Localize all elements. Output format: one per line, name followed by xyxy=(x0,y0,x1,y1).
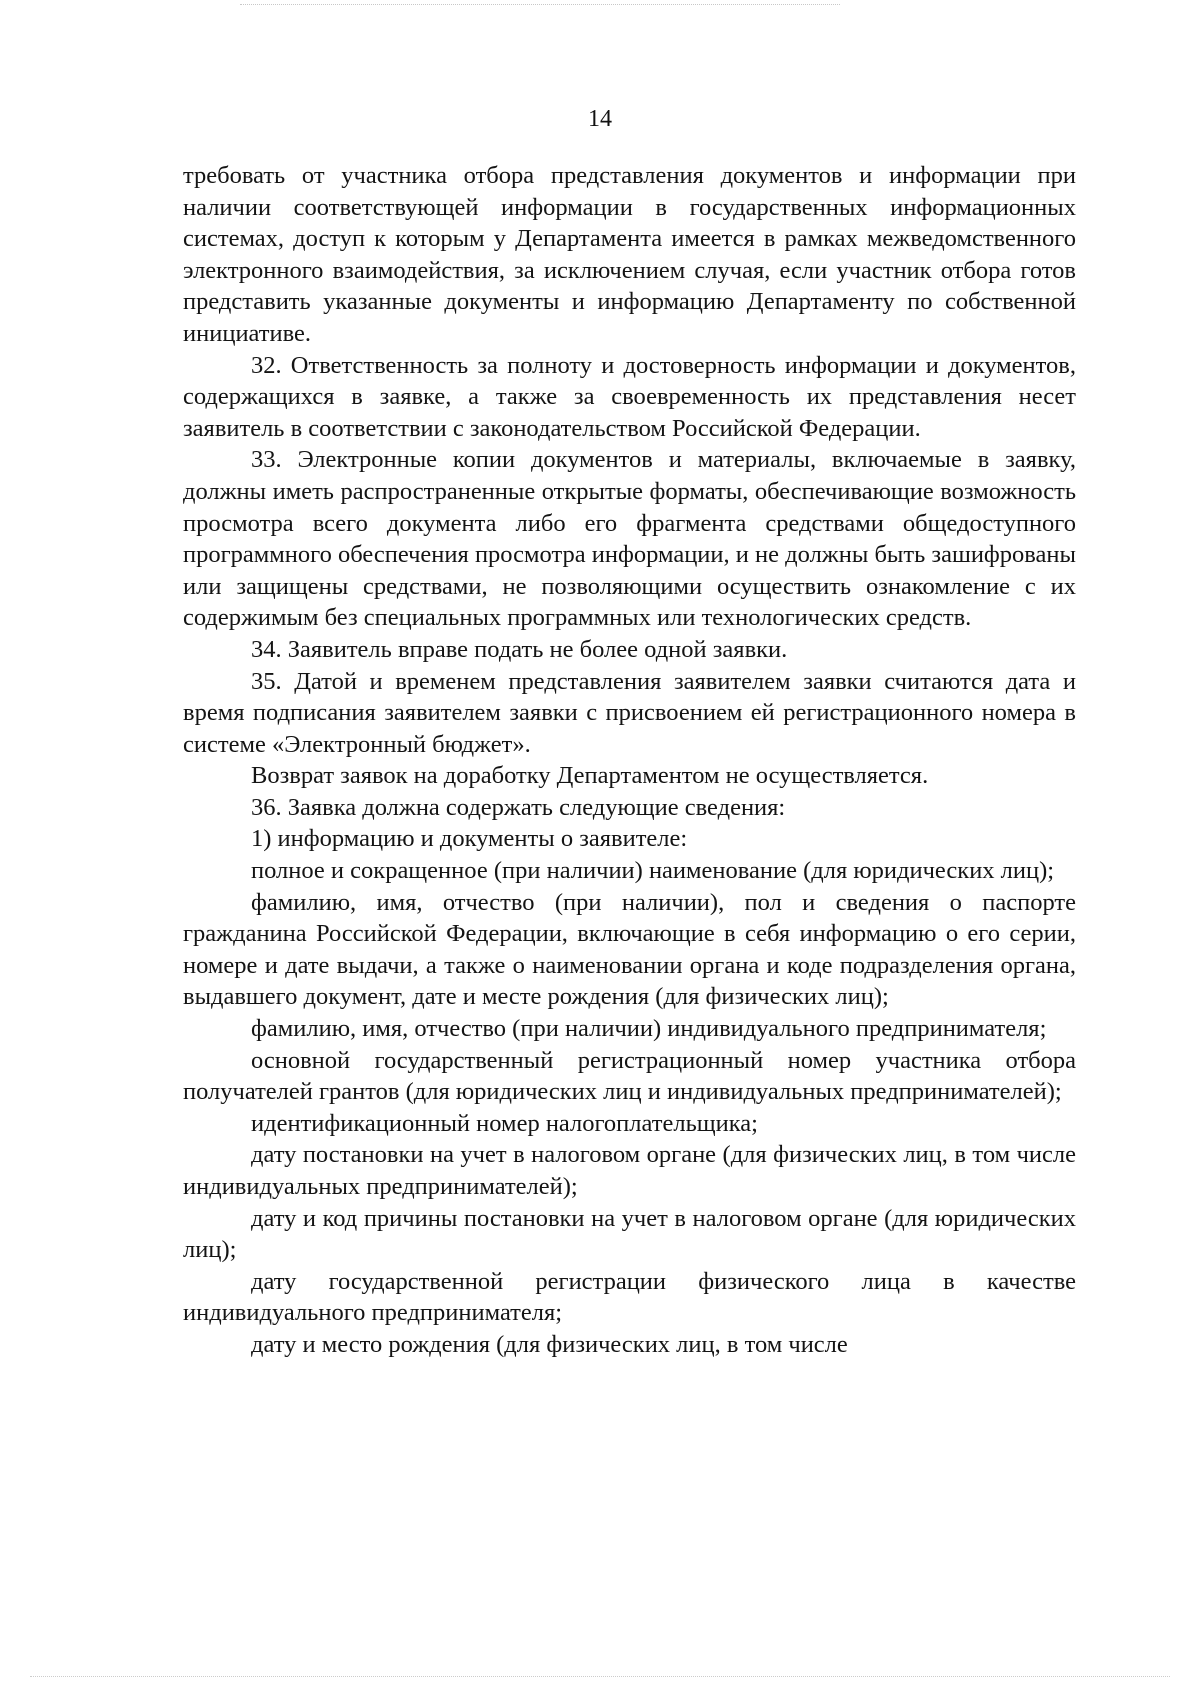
paragraph-35: 35. Датой и временем представления заявителем заявки считаются дата и время подписания заявителем заявки с присвоением ей регистрационного номера в системе «Электронный бюджет». xyxy=(183,667,1076,758)
paragraph-33: 33. Электронные копии документов и материалы, включаемые в заявку, должны иметь распространенные открытые форматы, обеспечивающие возможность просмотра всего документа либо его фрагмента средствами общедоступного программного обеспечения просмотра информации, и не должны быть зашифрованы или защищены средствами, не позволяющими осуществить ознакомление с их содержимым без специальных программных или технологических средств. xyxy=(183,446,1076,632)
scan-edge-bottom xyxy=(30,1676,1170,1679)
document-body xyxy=(183,160,1076,1361)
list-subitem-entrepreneur-name: фамилию, имя, отчество (при наличии) индивидуального предпринимателя; xyxy=(251,1015,1047,1043)
list-subitem-ogrn: основной государственный регистрационный номер участника отбора получателей грантов (для юридических лиц и индивидуальных предпринимателей); xyxy=(183,1046,1076,1106)
list-subitem-tax-registration-date: дату постановки на учет в налоговом органе (для физических лиц, в том числе индивидуальных предпринимателей); xyxy=(183,1141,1076,1200)
list-item-1: 1) информацию и документы о заявителе: xyxy=(251,825,688,853)
list-subitem-entrepreneur-registration: дату государственной регистрации физического лица в качестве индивидуального предпринимателя; xyxy=(183,1267,1076,1327)
paragraph-34: 34. Заявитель вправе подать не более одной заявки. xyxy=(251,635,788,663)
list-subitem-inn: идентификационный номер налогоплательщика; xyxy=(251,1109,758,1137)
list-subitem-birth: дату и место рождения (для физических лиц, в том числе xyxy=(251,1330,848,1358)
list-subitem-name: полное и сокращенное (при наличии) наименование (для юридических лиц); xyxy=(251,857,1055,885)
scan-edge-top xyxy=(240,4,840,7)
paragraph-32: 32. Ответственность за полноту и достоверность информации и документов, содержащихся в заявке, а также за своевременность их представления несет заявитель в соответствии с законодательством Российской Федерации. xyxy=(183,351,1076,442)
paragraph-return-note: Возврат заявок на доработку Департаментом не осуществляется. xyxy=(251,762,929,790)
paragraph-continuation: требовать от участника отбора представления документов и информации при наличии соответствующей информации в государственных информационных системах, доступ к которым у Департамента имеется в рамках межведомственного электронного взаимодействия, за исключением случая, если участник отбора готов представить указанные документы и информацию Департаменту по собственной инициативе. xyxy=(183,162,1076,347)
list-subitem-tax-registration-code: дату и код причины постановки на учет в налоговом органе (для юридических лиц); xyxy=(183,1204,1076,1264)
paragraph-36: 36. Заявка должна содержать следующие сведения: xyxy=(251,793,786,821)
page-number: 14 xyxy=(588,106,612,132)
list-subitem-passport: фамилию, имя, отчество (при наличии), пол и сведения о паспорте гражданина Российской Федерации, включающие в себя информацию о его серии, номере и дате выдачи, а также о наименовании органа и коде подразделения органа, выдавшего документ, дате и месте рождения (для физических лиц); xyxy=(183,888,1076,1011)
